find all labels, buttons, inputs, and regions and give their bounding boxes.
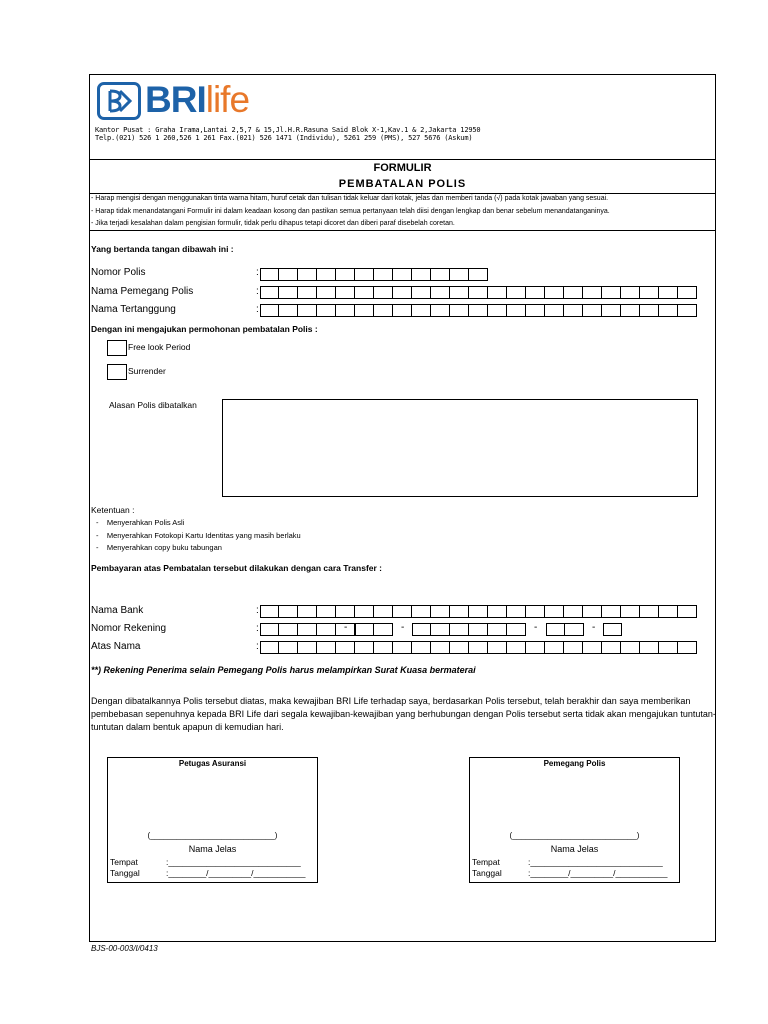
signature-title-petugas: Petugas Asuransi xyxy=(178,759,247,768)
list-item xyxy=(96,543,222,552)
rekening-dash: - xyxy=(401,622,405,633)
atas-nama-input[interactable] xyxy=(260,641,697,654)
signature-name-line: (____________________________) xyxy=(509,831,640,840)
ketentuan-item-3: Menyerahkan copy buku tabungan xyxy=(106,543,222,552)
colon: : xyxy=(256,605,259,616)
tanggal-line: :________/_________/___________ xyxy=(166,868,306,878)
section2-heading: Dengan ini mengajukan permohonan pembatalan Polis : xyxy=(91,324,318,334)
surrender-checkbox[interactable] xyxy=(107,364,127,380)
form-title-line-1: FORMULIR xyxy=(373,162,432,174)
nama-bank-input[interactable] xyxy=(260,605,697,618)
title-divider xyxy=(89,193,716,194)
statement-line-3: tuntutan dalam bentuk apapun di kemudian hari. xyxy=(91,722,284,732)
section1-heading: Yang bertanda tangan dibawah ini : xyxy=(91,244,234,254)
bullet: - xyxy=(96,543,99,552)
signature-name-label: Nama Jelas xyxy=(550,844,599,854)
instruction-3: - Jika terjadi kesalahan dalam pengisian formulir, tidak perlu dihapus tetapi dicoret dan diberi paraf disebelah coretan. xyxy=(91,220,455,227)
signature-name-label: Nama Jelas xyxy=(188,844,237,854)
tempat-label: Tempat xyxy=(110,857,138,867)
statement-line-2: pembebasan sepenuhnya kepada BRI Life dari segala kewajiban-kewajiban yang berhubungan dengan Polis tersebut serta tidak akan mengajukan tuntutan- xyxy=(91,709,716,719)
tempat-label: Tempat xyxy=(472,857,500,867)
bri-logo-icon xyxy=(97,82,141,120)
bullet: - xyxy=(96,531,99,540)
instruction-2: - Harap tidak menandatangani Formulir ini dalam keadaan kosong dan pastikan semua pertanyaan telah diisi dengan lengkap dan benar sebelum menandatanganinya. xyxy=(91,208,610,215)
footer-code: BJS-00-003/I/0413 xyxy=(91,944,158,953)
tempat-line: :____________________________ xyxy=(528,857,663,867)
tanggal-label: Tanggal xyxy=(110,868,140,878)
tempat-line: :____________________________ xyxy=(166,857,301,867)
nama-tertanggung-label: Nama Tertanggung xyxy=(91,304,176,315)
reason-label: Alasan Polis dibatalkan xyxy=(109,400,197,410)
colon: : xyxy=(256,623,259,634)
colon: : xyxy=(256,304,259,315)
bullet: - xyxy=(96,518,99,527)
rekening-dash: - xyxy=(344,622,348,633)
rekening-segment-5[interactable] xyxy=(603,623,622,636)
section3-heading: Pembayaran atas Pembatalan tersebut dilakukan dengan cara Transfer : xyxy=(91,563,383,573)
ketentuan-heading: Ketentuan : xyxy=(91,505,135,515)
atas-nama-label: Atas Nama xyxy=(91,641,141,652)
ketentuan-item-1: Menyerahkan Polis Asli xyxy=(106,518,185,527)
form-title-line-2: PEMBATALAN POLIS xyxy=(338,178,467,190)
brand-life: life xyxy=(205,79,250,120)
list-item xyxy=(96,518,184,527)
surrender-label: Surrender xyxy=(128,366,166,376)
signature-name-line: (____________________________) xyxy=(147,831,278,840)
brand-name xyxy=(145,78,249,122)
nama-pemegang-label: Nama Pemegang Polis xyxy=(91,286,194,297)
colon: : xyxy=(256,641,259,652)
rekening-dash: - xyxy=(592,622,596,633)
tanggal-line: :________/_________/___________ xyxy=(528,868,668,878)
free-look-label: Free look Period xyxy=(128,342,191,352)
rekening-segment-1[interactable] xyxy=(260,623,355,636)
colon: : xyxy=(256,286,259,297)
signature-title-pemegang: Pemegang Polis xyxy=(543,759,606,768)
statement-line-1: Dengan dibatalkannya Polis tersebut diatas, maka kewajiban BRI Life terhadap saya, berdasarkan Polis tersebut, telah berakhir dan saya memberikan xyxy=(91,696,691,706)
nomor-polis-input[interactable] xyxy=(260,268,488,281)
header-divider xyxy=(89,159,716,160)
list-item xyxy=(96,531,301,540)
nomor-rekening-label: Nomor Rekening xyxy=(91,623,167,634)
instructions-divider xyxy=(89,230,716,231)
rekening-dash: - xyxy=(534,622,538,633)
nomor-polis-label: Nomor Polis xyxy=(91,267,146,278)
tanggal-label: Tanggal xyxy=(472,868,502,878)
address-line-2: Telp.(021) 526 1 260,526 1 261 Fax.(021) 526 1471 (Individu), 5261 259 (PMS), 527 5676 (Askum) xyxy=(95,134,473,142)
brand-bri: BRI xyxy=(145,79,206,120)
nama-tertanggung-input[interactable] xyxy=(260,304,697,317)
rekening-segment-3[interactable] xyxy=(412,623,526,636)
free-look-checkbox[interactable] xyxy=(107,340,127,356)
nama-pemegang-input[interactable] xyxy=(260,286,697,299)
ketentuan-item-2: Menyerahkan Fotokopi Kartu Identitas yang masih berlaku xyxy=(106,531,301,540)
rekening-note: **) Rekening Penerima selain Pemegang Polis harus melampirkan Surat Kuasa bermaterai xyxy=(91,665,476,675)
reason-textarea[interactable] xyxy=(222,399,698,497)
rekening-segment-4[interactable] xyxy=(546,623,584,636)
colon: : xyxy=(256,267,259,278)
nama-bank-label: Nama Bank xyxy=(91,605,144,616)
instruction-1: - Harap mengisi dengan menggunakan tinta warna hitam, huruf cetak dan tulisan tidak keluar dari kotak, jelas dan memberi tanda (√) pada kotak jawaban yang sesuai. xyxy=(91,195,609,202)
address-line-1: Kantor Pusat : Graha Irama,Lantai 2,5,7 & 15,Jl.H.R.Rasuna Said Blok X-1,Kav.1 & 2,Jakarta 12950 xyxy=(95,126,481,134)
rekening-segment-2[interactable] xyxy=(355,623,393,636)
